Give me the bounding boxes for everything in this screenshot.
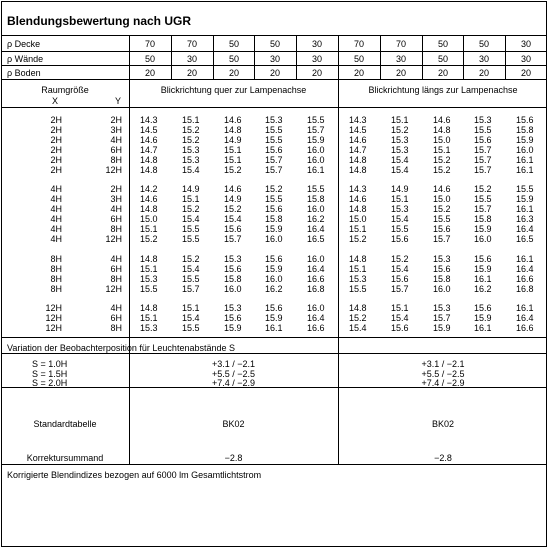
ugr-value-laengs: 15.2 <box>433 155 451 165</box>
ugr-value-laengs: 15.6 <box>433 264 451 274</box>
ugr-value-laengs: 15.2 <box>433 204 451 214</box>
reflectance-label: ρ Wände <box>7 54 44 64</box>
ugr-value-laengs: 15.5 <box>391 224 409 234</box>
ugr-value-laengs: 15.9 <box>474 313 492 323</box>
ugr-value-quer: 14.6 <box>224 115 242 125</box>
room-y-value: 2H <box>110 115 122 125</box>
reflectance-value: 20 <box>353 68 364 78</box>
ugr-value-quer: 15.6 <box>265 303 283 313</box>
ugr-value-laengs: 16.0 <box>516 145 534 155</box>
ugr-value-quer: 15.1 <box>182 303 200 313</box>
reflectance-value: 30 <box>395 54 406 64</box>
room-y-value: 12H <box>105 234 122 244</box>
ugr-value-quer: 15.2 <box>182 254 200 264</box>
footnote: Korrigierte Blendindizes bezogen auf 6000 lm Gesamtlichtstrom <box>7 470 262 480</box>
ugr-value-quer: 14.2 <box>140 184 158 194</box>
ugr-value-quer: 15.7 <box>182 284 200 294</box>
ugr-value-laengs: 16.0 <box>433 284 451 294</box>
ugr-value-laengs: 15.5 <box>433 214 451 224</box>
ugr-value-quer: 16.1 <box>307 165 325 175</box>
reflectance-value: 30 <box>478 54 489 64</box>
room-x-value: 4H <box>50 194 62 204</box>
ugr-value-laengs: 15.8 <box>433 274 451 284</box>
room-y-value: 6H <box>110 145 122 155</box>
ugr-value-quer: 15.7 <box>224 234 242 244</box>
ugr-value-quer: 15.2 <box>224 165 242 175</box>
ugr-value-laengs: 16.4 <box>516 313 534 323</box>
ugr-value-quer: 15.8 <box>265 214 283 224</box>
ugr-value-laengs: 14.8 <box>349 303 367 313</box>
room-x-value: 4H <box>50 214 62 224</box>
view-header-laengs: Blickrichtung längs zur Lampenachse <box>368 85 518 95</box>
ugr-value-laengs: 15.2 <box>391 125 409 135</box>
reflectance-value: 30 <box>311 54 322 64</box>
ugr-value-quer: 15.4 <box>182 313 200 323</box>
ugr-value-quer: 16.0 <box>307 204 325 214</box>
ugr-value-quer: 15.5 <box>140 284 158 294</box>
ugr-value-laengs: 15.5 <box>516 184 534 194</box>
ugr-value-laengs: 16.1 <box>516 254 534 264</box>
variation-laengs: +5.5 / −2.5 <box>421 368 465 379</box>
reflectance-value: 50 <box>353 54 364 64</box>
variation-spacing: S = 1.5H <box>32 368 68 379</box>
ugr-value-laengs: 15.8 <box>474 214 492 224</box>
ugr-value-laengs: 14.8 <box>349 254 367 264</box>
ugr-value-laengs: 15.6 <box>391 323 409 333</box>
view-header-quer: Blickrichtung quer zur Lampenachse <box>160 85 307 95</box>
room-y-value: 6H <box>110 313 122 323</box>
ugr-value-laengs: 16.1 <box>516 303 534 313</box>
reflectance-value: 70 <box>353 39 364 49</box>
ugr-value-laengs: 15.6 <box>474 135 492 145</box>
ugr-value-laengs: 15.5 <box>474 125 492 135</box>
ugr-value-quer: 15.6 <box>265 254 283 264</box>
room-x-value: 4H <box>50 224 62 234</box>
ugr-value-laengs: 15.1 <box>349 264 367 274</box>
reflectance-value: 70 <box>395 39 406 49</box>
ugr-value-quer: 15.1 <box>140 224 158 234</box>
room-y-value: 4H <box>110 254 122 264</box>
ugr-value-quer: 15.0 <box>140 214 158 224</box>
standard-table-label: Standardtabelle <box>33 419 97 429</box>
ugr-value-laengs: 14.3 <box>349 115 367 125</box>
ugr-value-quer: 15.8 <box>307 194 325 204</box>
ugr-value-quer: 15.2 <box>224 204 242 214</box>
ugr-value-quer: 15.4 <box>182 264 200 274</box>
ugr-value-quer: 15.6 <box>224 264 242 274</box>
ugr-value-quer: 15.3 <box>224 303 242 313</box>
room-x-label: X <box>52 96 59 106</box>
room-y-value: 2H <box>110 184 122 194</box>
ugr-value-laengs: 15.8 <box>516 125 534 135</box>
reflectance-value: 30 <box>520 39 531 49</box>
ugr-value-quer: 14.8 <box>140 303 158 313</box>
ugr-value-quer: 15.1 <box>224 145 242 155</box>
reflectance-value: 30 <box>520 54 531 64</box>
room-y-value: 6H <box>110 214 122 224</box>
reflectance-value: 20 <box>144 68 155 78</box>
room-y-value: 4H <box>110 303 122 313</box>
ugr-value-quer: 16.0 <box>307 155 325 165</box>
reflectance-value: 50 <box>437 54 448 64</box>
ugr-value-laengs: 15.5 <box>474 194 492 204</box>
ugr-value-quer: 15.5 <box>265 194 283 204</box>
ugr-value-quer: 15.5 <box>182 234 200 244</box>
ugr-value-quer: 15.2 <box>182 125 200 135</box>
room-x-value: 4H <box>50 204 62 214</box>
ugr-value-quer: 16.6 <box>307 323 325 333</box>
variation-label: Variation der Beobachterposition für Leuchtenabstände S <box>7 343 235 353</box>
ugr-value-quer: 15.8 <box>224 274 242 284</box>
ugr-value-laengs: 16.6 <box>516 323 534 333</box>
ugr-value-quer: 16.8 <box>307 284 325 294</box>
ugr-value-quer: 16.6 <box>307 274 325 284</box>
correction-quer: −2.8 <box>224 453 243 463</box>
ugr-value-laengs: 15.7 <box>474 145 492 155</box>
ugr-value-laengs: 15.4 <box>391 214 409 224</box>
ugr-value-quer: 14.8 <box>140 204 158 214</box>
room-y-value: 3H <box>110 125 122 135</box>
ugr-value-laengs: 15.9 <box>474 224 492 234</box>
ugr-value-laengs: 15.1 <box>433 145 451 155</box>
ugr-value-laengs: 15.3 <box>349 274 367 284</box>
room-y-value: 4H <box>110 135 122 145</box>
room-y-value: 8H <box>110 274 122 284</box>
ugr-value-laengs: 14.5 <box>349 125 367 135</box>
ugr-value-quer: 15.5 <box>182 224 200 234</box>
room-x-value: 4H <box>50 234 62 244</box>
ugr-value-laengs: 15.0 <box>433 194 451 204</box>
ugr-value-quer: 16.1 <box>265 323 283 333</box>
reflectance-value: 70 <box>144 39 155 49</box>
ugr-value-laengs: 14.8 <box>349 204 367 214</box>
room-x-value: 2H <box>50 125 62 135</box>
ugr-value-quer: 14.6 <box>140 194 158 204</box>
ugr-value-laengs: 15.4 <box>391 155 409 165</box>
ugr-value-quer: 15.3 <box>224 254 242 264</box>
ugr-value-quer: 15.9 <box>265 264 283 274</box>
ugr-value-laengs: 15.2 <box>474 184 492 194</box>
ugr-value-quer: 15.9 <box>224 323 242 333</box>
ugr-value-laengs: 15.2 <box>349 234 367 244</box>
ugr-value-laengs: 15.4 <box>391 165 409 175</box>
ugr-value-laengs: 14.6 <box>433 184 451 194</box>
ugr-value-quer: 16.0 <box>307 145 325 155</box>
ugr-value-laengs: 16.1 <box>474 274 492 284</box>
ugr-value-quer: 15.1 <box>182 115 200 125</box>
room-x-value: 8H <box>50 274 62 284</box>
ugr-value-quer: 15.1 <box>182 194 200 204</box>
ugr-value-quer: 15.2 <box>265 184 283 194</box>
ugr-value-laengs: 15.5 <box>349 284 367 294</box>
ugr-table <box>2 2 547 547</box>
reflectance-value: 50 <box>269 39 280 49</box>
ugr-value-quer: 15.2 <box>140 234 158 244</box>
reflectance-value: 30 <box>186 54 197 64</box>
ugr-value-quer: 16.5 <box>307 234 325 244</box>
room-size-label: Raumgröße <box>41 85 89 95</box>
ugr-value-laengs: 14.8 <box>349 165 367 175</box>
ugr-value-laengs: 16.2 <box>474 284 492 294</box>
ugr-value-quer: 15.4 <box>224 214 242 224</box>
ugr-value-laengs: 16.3 <box>516 214 534 224</box>
variation-quer: +7.4 / −2.9 <box>211 378 256 388</box>
ugr-value-quer: 16.4 <box>307 264 325 274</box>
ugr-value-quer: 15.6 <box>224 224 242 234</box>
ugr-value-quer: 15.3 <box>140 323 158 333</box>
room-x-value: 12H <box>45 323 62 333</box>
ugr-value-laengs: 16.5 <box>516 234 534 244</box>
reflectance-value: 50 <box>437 39 448 49</box>
ugr-value-laengs: 16.1 <box>474 323 492 333</box>
ugr-value-quer: 15.7 <box>265 155 283 165</box>
reflectance-value: 20 <box>395 68 406 78</box>
ugr-value-laengs: 16.0 <box>474 234 492 244</box>
room-y-value: 4H <box>110 204 122 214</box>
reflectance-value: 50 <box>144 54 155 64</box>
reflectance-value: 30 <box>269 54 280 64</box>
room-x-value: 2H <box>50 145 62 155</box>
room-x-value: 8H <box>50 284 62 294</box>
reflectance-value: 50 <box>228 39 239 49</box>
ugr-value-quer: 15.5 <box>265 135 283 145</box>
ugr-value-quer: 15.1 <box>140 264 158 274</box>
variation-laengs: +3.1 / −2.1 <box>421 359 465 369</box>
variation-quer: +3.1 / −2.1 <box>211 359 256 369</box>
ugr-value-quer: 15.7 <box>265 165 283 175</box>
ugr-value-laengs: 14.6 <box>349 194 367 204</box>
ugr-value-laengs: 15.6 <box>391 234 409 244</box>
ugr-value-quer: 15.6 <box>224 313 242 323</box>
ugr-value-laengs: 15.4 <box>349 323 367 333</box>
standard-table-laengs: BK02 <box>431 419 455 429</box>
ugr-value-laengs: 14.8 <box>349 155 367 165</box>
ugr-value-quer: 14.9 <box>224 135 242 145</box>
ugr-value-laengs: 15.3 <box>391 145 409 155</box>
room-y-value: 12H <box>105 165 122 175</box>
correction-label: Korrektursummand <box>26 453 104 463</box>
ugr-value-quer: 15.9 <box>307 135 325 145</box>
ugr-value-quer: 16.0 <box>307 254 325 264</box>
reflectance-value: 50 <box>228 54 239 64</box>
page-title: Blendungsbewertung nach UGR <box>7 14 192 28</box>
reflectance-value: 50 <box>478 39 489 49</box>
ugr-value-quer: 15.6 <box>265 145 283 155</box>
ugr-value-laengs: 15.3 <box>391 135 409 145</box>
ugr-value-quer: 14.8 <box>140 254 158 264</box>
ugr-table-sheet <box>1 1 547 547</box>
reflectance-value: 20 <box>437 68 448 78</box>
ugr-value-quer: 15.4 <box>182 165 200 175</box>
reflectance-value: 20 <box>311 68 322 78</box>
ugr-value-quer: 15.2 <box>182 204 200 214</box>
reflectance-value: 70 <box>186 39 197 49</box>
variation-laengs: +7.4 / −2.9 <box>421 378 465 388</box>
reflectance-value: 20 <box>228 68 239 78</box>
ugr-value-laengs: 14.3 <box>349 184 367 194</box>
ugr-value-laengs: 15.6 <box>474 254 492 264</box>
ugr-value-laengs: 15.7 <box>391 284 409 294</box>
correction-laengs: −2.8 <box>434 453 452 463</box>
ugr-value-quer: 14.9 <box>224 194 242 204</box>
ugr-value-quer: 14.6 <box>140 135 158 145</box>
room-x-value: 8H <box>50 264 62 274</box>
variation-quer: +5.5 / −2.5 <box>211 368 256 379</box>
variation-spacing: S = 1.0H <box>32 359 68 369</box>
ugr-value-quer: 15.3 <box>140 274 158 284</box>
room-y-value: 6H <box>110 264 122 274</box>
ugr-value-quer: 15.9 <box>265 224 283 234</box>
ugr-value-laengs: 15.6 <box>516 115 534 125</box>
ugr-value-laengs: 15.3 <box>474 115 492 125</box>
ugr-value-laengs: 16.1 <box>516 165 534 175</box>
ugr-value-laengs: 15.4 <box>391 313 409 323</box>
room-y-value: 8H <box>110 224 122 234</box>
ugr-value-laengs: 15.2 <box>391 254 409 264</box>
ugr-value-quer: 15.3 <box>265 115 283 125</box>
reflectance-value: 20 <box>269 68 280 78</box>
ugr-value-laengs: 16.4 <box>516 264 534 274</box>
ugr-value-quer: 16.2 <box>265 284 283 294</box>
ugr-value-laengs: 14.6 <box>433 115 451 125</box>
ugr-value-laengs: 15.1 <box>391 115 409 125</box>
ugr-value-laengs: 16.6 <box>516 274 534 284</box>
room-x-value: 2H <box>50 115 62 125</box>
room-x-value: 12H <box>45 313 62 323</box>
ugr-value-laengs: 15.7 <box>433 313 451 323</box>
ugr-value-quer: 15.2 <box>182 135 200 145</box>
ugr-value-quer: 14.8 <box>140 155 158 165</box>
room-y-value: 8H <box>110 155 122 165</box>
ugr-value-quer: 15.6 <box>265 204 283 214</box>
ugr-value-quer: 14.9 <box>182 184 200 194</box>
room-x-value: 2H <box>50 165 62 175</box>
ugr-value-laengs: 14.6 <box>349 135 367 145</box>
ugr-value-quer: 14.8 <box>140 165 158 175</box>
ugr-value-laengs: 15.7 <box>474 165 492 175</box>
ugr-value-quer: 16.0 <box>307 303 325 313</box>
ugr-value-laengs: 15.2 <box>349 313 367 323</box>
ugr-value-laengs: 15.7 <box>433 234 451 244</box>
ugr-value-laengs: 15.2 <box>433 165 451 175</box>
reflectance-label: ρ Decke <box>7 39 41 49</box>
ugr-value-laengs: 15.1 <box>391 303 409 313</box>
ugr-value-laengs: 16.4 <box>516 224 534 234</box>
ugr-value-laengs: 15.7 <box>474 155 492 165</box>
reflectance-value: 20 <box>186 68 197 78</box>
room-y-value: 8H <box>110 323 122 333</box>
ugr-value-laengs: 14.7 <box>349 145 367 155</box>
ugr-value-laengs: 15.9 <box>516 194 534 204</box>
ugr-value-laengs: 15.0 <box>433 135 451 145</box>
ugr-value-laengs: 15.9 <box>433 323 451 333</box>
ugr-value-quer: 15.5 <box>182 323 200 333</box>
room-y-value: 3H <box>110 194 122 204</box>
ugr-value-quer: 14.3 <box>140 115 158 125</box>
ugr-value-laengs: 14.8 <box>433 125 451 135</box>
ugr-value-quer: 15.5 <box>182 274 200 284</box>
ugr-value-quer: 15.9 <box>265 313 283 323</box>
ugr-value-laengs: 15.9 <box>516 135 534 145</box>
standard-table-quer: BK02 <box>222 419 245 429</box>
ugr-value-quer: 16.4 <box>307 224 325 234</box>
ugr-value-quer: 16.0 <box>265 234 283 244</box>
ugr-value-quer: 15.1 <box>224 155 242 165</box>
ugr-value-quer: 15.4 <box>182 214 200 224</box>
ugr-value-quer: 15.5 <box>265 125 283 135</box>
ugr-value-laengs: 16.1 <box>516 155 534 165</box>
ugr-value-laengs: 15.0 <box>349 214 367 224</box>
ugr-value-quer: 16.2 <box>307 214 325 224</box>
ugr-value-quer: 15.3 <box>182 155 200 165</box>
reflectance-value: 20 <box>478 68 489 78</box>
ugr-value-quer: 14.7 <box>140 145 158 155</box>
ugr-value-laengs: 16.8 <box>516 284 534 294</box>
ugr-value-laengs: 15.9 <box>474 264 492 274</box>
reflectance-value: 30 <box>311 39 322 49</box>
reflectance-label: ρ Boden <box>7 68 41 78</box>
ugr-value-quer: 16.4 <box>307 313 325 323</box>
room-y-value: 12H <box>105 284 122 294</box>
ugr-value-laengs: 15.1 <box>349 224 367 234</box>
ugr-value-quer: 15.3 <box>182 145 200 155</box>
ugr-value-quer: 14.6 <box>224 184 242 194</box>
ugr-value-laengs: 15.6 <box>474 303 492 313</box>
ugr-value-quer: 16.0 <box>265 274 283 284</box>
ugr-value-laengs: 15.3 <box>433 303 451 313</box>
ugr-value-laengs: 16.1 <box>516 204 534 214</box>
ugr-value-laengs: 15.7 <box>474 204 492 214</box>
ugr-value-quer: 16.0 <box>224 284 242 294</box>
ugr-value-laengs: 14.9 <box>391 184 409 194</box>
room-y-label: Y <box>115 96 122 106</box>
variation-spacing: S = 2.0H <box>32 378 68 388</box>
room-x-value: 8H <box>50 254 62 264</box>
ugr-value-laengs: 15.3 <box>391 204 409 214</box>
ugr-value-quer: 14.5 <box>140 125 158 135</box>
ugr-value-quer: 14.8 <box>224 125 242 135</box>
ugr-value-laengs: 15.6 <box>391 274 409 284</box>
reflectance-value: 20 <box>520 68 531 78</box>
ugr-value-quer: 15.7 <box>307 125 325 135</box>
room-x-value: 12H <box>45 303 62 313</box>
ugr-value-laengs: 15.6 <box>433 224 451 234</box>
ugr-value-quer: 15.5 <box>307 115 325 125</box>
room-x-value: 2H <box>50 155 62 165</box>
ugr-value-quer: 15.5 <box>307 184 325 194</box>
ugr-value-quer: 15.1 <box>140 313 158 323</box>
room-x-value: 4H <box>50 184 62 194</box>
room-x-value: 2H <box>50 135 62 145</box>
ugr-value-laengs: 15.4 <box>391 264 409 274</box>
ugr-value-laengs: 15.3 <box>433 254 451 264</box>
ugr-value-laengs: 15.1 <box>391 194 409 204</box>
